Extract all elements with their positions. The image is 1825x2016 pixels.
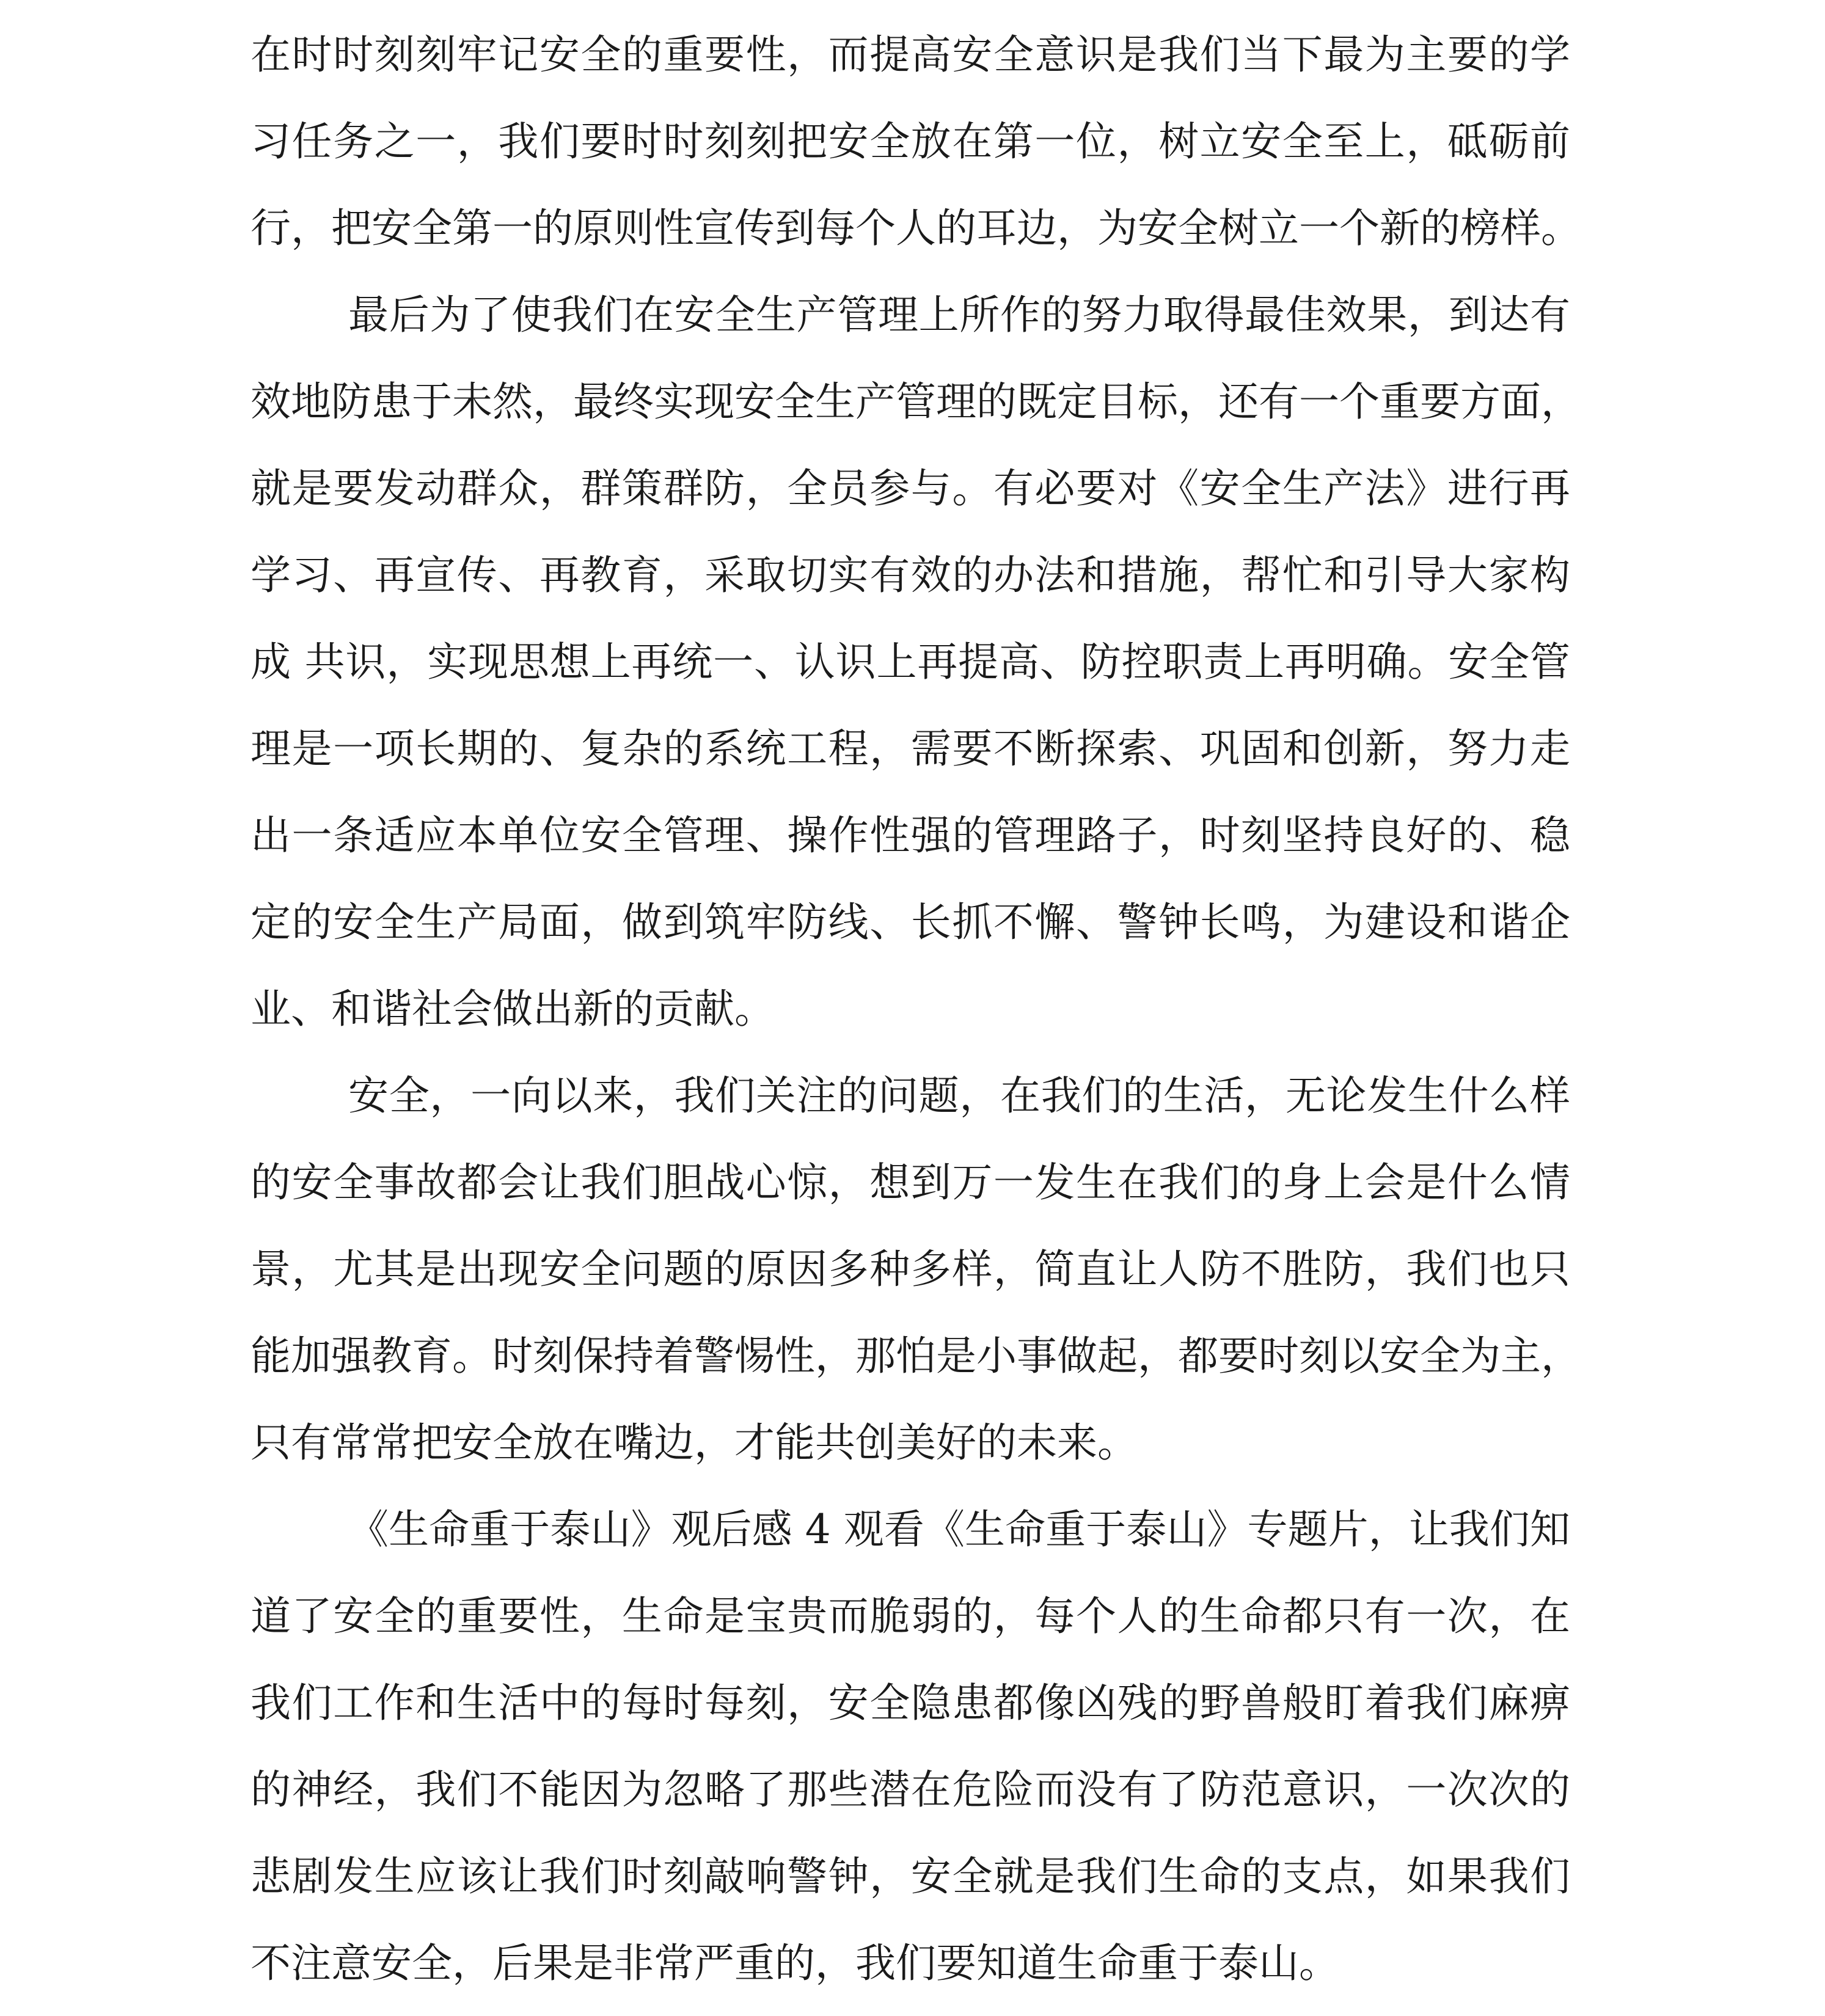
text-line: 就是要发动群众，群策群防，全员参与。有必要对《安全生产法》进行再 [251, 465, 1570, 512]
text-line: 不注意安全，后果是非常严重的，我们要知道生命重于泰山。 [251, 1940, 1339, 1987]
text-line: 成 共识，实现思想上再统一、认识上再提高、防控职责上再明确。安全管 [251, 638, 1570, 685]
text-line: 理是一项长期的、复杂的系统工程，需要不断探索、巩固和创新，努力走 [251, 725, 1570, 772]
text-line: 习任务之一，我们要时时刻刻把安全放在第一位，树立安全至上，砥砺前 [251, 118, 1570, 165]
paragraph-first-line: 最后为了使我们在安全生产管理上所作的努力取得最佳效果，到达有 [348, 291, 1570, 338]
paragraph-first-line: 安全，一向以来，我们关注的问题，在我们的生活，无论发生什么样 [348, 1072, 1570, 1119]
text-line: 的安全事故都会让我们胆战心惊，想到万一发生在我们的身上会是什么情 [251, 1159, 1570, 1206]
text-line: 我们工作和生活中的每时每刻，安全隐患都像凶残的野兽般盯着我们麻痹 [251, 1679, 1570, 1726]
text-line: 在时时刻刻牢记安全的重要性，而提高安全意识是我们当下最为主要的学 [251, 31, 1570, 78]
text-line: 道了安全的重要性，生命是宝贵而脆弱的，每个人的生命都只有一次，在 [251, 1593, 1570, 1640]
text-line: 景，尤其是出现安全问题的原因多种多样，简直让人防不胜防，我们也只 [251, 1246, 1570, 1293]
text-line: 效地防患于未然，最终实现安全生产管理的既定目标，还有一个重要方面， [251, 378, 1581, 425]
text-line: 业、和谐社会做出新的贡献。 [251, 985, 775, 1032]
text-line: 学习、再宣传、再教育，采取切实有效的办法和措施，帮忙和引导大家构 [251, 552, 1570, 599]
text-line: 能加强教育。时刻保持着警惕性，那怕是小事做起，都要时刻以安全为主， [251, 1332, 1581, 1379]
text-line: 行，把安全第一的原则性宣传到每个人的耳边，为安全树立一个新的榜样。 [251, 205, 1581, 252]
text-line: 的神经，我们不能因为忽略了那些潜在危险而没有了防范意识，一次次的 [251, 1766, 1570, 1813]
text-line: 只有常常把安全放在嘴边，才能共创美好的未来。 [251, 1419, 1138, 1466]
text-line: 悲剧发生应该让我们时刻敲响警钟，安全就是我们生命的支点，如果我们 [251, 1853, 1570, 1900]
paragraph-first-line: 《生命重于泰山》观后感 4 观看《生命重于泰山》专题片，让我们知 [348, 1506, 1570, 1553]
text-line: 出一条适应本单位安全管理、操作性强的管理路子，时刻坚持良好的、稳 [251, 812, 1570, 859]
text-line: 定的安全生产局面，做到筑牢防线、长抓不懈、警钟长鸣，为建设和谐企 [251, 899, 1570, 946]
